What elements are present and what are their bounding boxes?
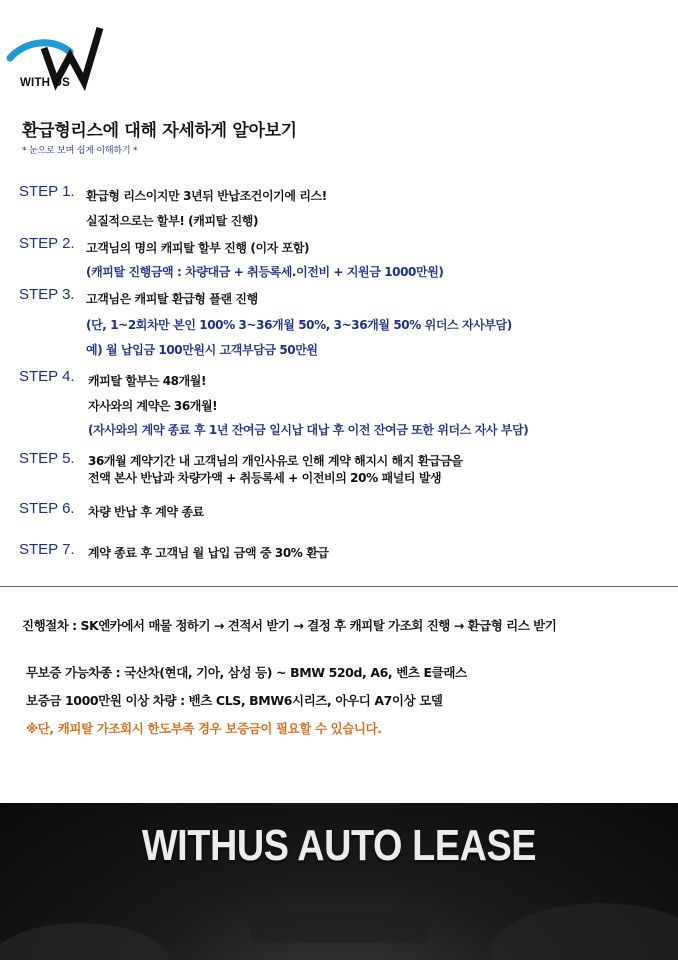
step-1-label: STEP 1. <box>19 183 75 200</box>
step-2-line-1: 고객님의 명의 캐피탈 할부 진행 (이자 포함) <box>86 241 310 255</box>
step-7-label: STEP 7. <box>19 541 75 558</box>
step-1-line-1: 환급형 리스이지만 3년뒤 반납조건이기에 리스! <box>86 189 327 203</box>
page-subtitle: * 눈으로 보며 쉽게 이해하기 * <box>22 146 138 156</box>
step-4-line-2: 자사와의 계약은 36개월! <box>88 399 218 413</box>
step-3-line-3: 예) 월 납입금 100만원시 고객부담금 50만원 <box>86 343 318 357</box>
step-5-line-1: 36개월 계약기간 내 고객님의 개인사유로 인해 계약 해지시 해지 환급금을 <box>88 454 463 468</box>
step-3-line-1: 고객님은 캐피탈 환급형 플랜 진행 <box>86 292 258 306</box>
banner-title: WITHUS AUTO LEASE <box>141 821 537 870</box>
section-divider <box>0 586 678 587</box>
step-5-label: STEP 5. <box>19 450 75 467</box>
no-deposit-models: 무보증 가능차종 : 국산차(현대, 기아, 삼성 등) ~ BMW 520d, A6, 벤츠 E클래스 <box>26 665 467 680</box>
step-4-label: STEP 4. <box>19 368 75 385</box>
step-7-line-1: 계약 종료 후 고객님 월 납입 금액 중 30% 환급 <box>88 546 329 560</box>
step-5-line-2: 전액 본사 반납과 차량가액 + 취등록세 + 이전비의 20% 패널티 발생 <box>88 471 442 485</box>
step-6-line-1: 차량 반납 후 계약 종료 <box>88 505 204 519</box>
deposit-note: ※단, 캐피탈 가조회시 한도부족 경우 보증금이 필요할 수 있습니다. <box>26 721 382 736</box>
step-4-line-1: 캐피탈 할부는 48개월! <box>88 374 207 388</box>
procedure-text: 진행절차 : SK엔카에서 매물 정하기 → 견적서 받기 → 결정 후 캐피탈 가조회 진행 → 환급형 리스 받기 <box>22 618 557 633</box>
step-3-line-2: (단, 1~2회차만 본인 100% 3~36개월 50%, 3~36개월 50% 위더스 자사부담) <box>86 318 512 332</box>
step-6-label: STEP 6. <box>19 500 75 517</box>
step-4-line-3: (자사와의 계약 종료 후 1년 잔여금 일시납 대납 후 이전 잔여금 또한 위더스 자사 부담) <box>88 423 529 437</box>
footer-banner <box>0 803 678 960</box>
page-title: 환급형리스에 대해 자세하게 알아보기 <box>22 121 297 141</box>
step-2-label: STEP 2. <box>19 235 75 252</box>
logo-text: WITH US <box>20 77 70 89</box>
step-3-label: STEP 3. <box>19 286 75 303</box>
deposit-models: 보증금 1000만원 이상 차량 : 밴츠 CLS, BMW6시리즈, 아우디 A7이상 모델 <box>26 693 443 708</box>
step-2-line-2: (캐피탈 진행금액 : 차량대금 + 취등록세.이전비 + 지원금 1000만원) <box>86 265 444 279</box>
step-1-line-2: 실질적으로는 할부! (캐피탈 진행) <box>86 214 259 228</box>
